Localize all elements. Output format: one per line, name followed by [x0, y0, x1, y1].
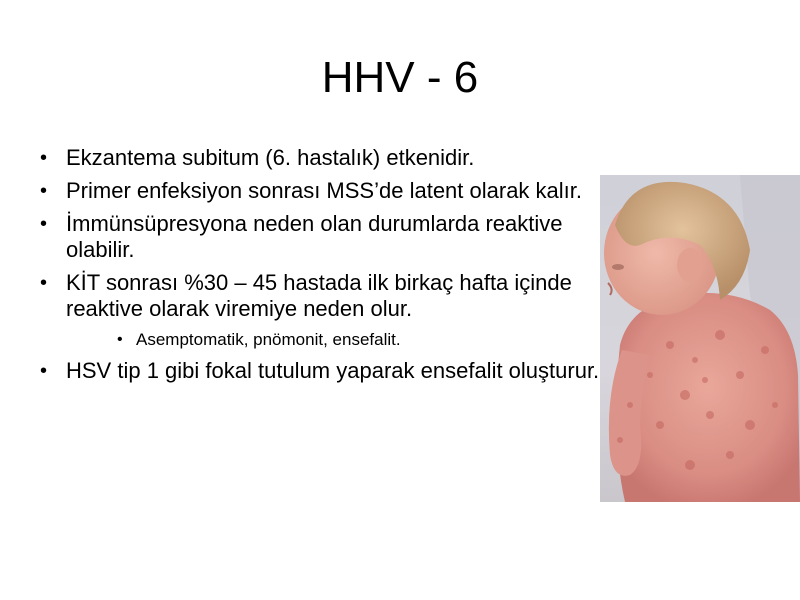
bullet-text: Ekzantema subitum (6. hastalık) etkenidir.: [66, 145, 475, 170]
sub-bullet-icon: •: [117, 331, 123, 348]
bullet-list: [40, 145, 600, 391]
sub-bullet-text: Asemptomatik, pnömonit, ensefalit.: [136, 330, 401, 349]
bullet-icon: •: [40, 147, 48, 169]
bullet-icon: •: [40, 272, 48, 294]
bullet-item: [40, 178, 600, 204]
bullet-text: KİT sonrası %30 – 45 hastada ilk birkaç hafta içinde reaktive olarak viremiye neden olur.: [66, 270, 572, 321]
bullet-item: [40, 211, 600, 263]
bullet-icon: •: [40, 180, 48, 202]
bullet-icon: •: [40, 360, 48, 382]
photo-icon: [600, 175, 800, 502]
infant-rash-photo: [600, 175, 800, 502]
bullet-item: [40, 358, 600, 384]
bullet-text: HSV tip 1 gibi fokal tutulum yaparak ensefalit oluşturur.: [66, 358, 600, 383]
bullet-item: [40, 270, 600, 322]
bullet-text: İmmünsüpresyona neden olan durumlarda reaktive olabilir.: [66, 211, 563, 262]
sub-bullet-item: [40, 329, 600, 351]
bullet-icon: •: [40, 213, 48, 235]
slide-title: HHV - 6: [321, 53, 479, 102]
bullet-item: [40, 145, 600, 171]
bullet-text: Primer enfeksiyon sonrası MSS’de latent olarak kalır.: [66, 178, 583, 203]
